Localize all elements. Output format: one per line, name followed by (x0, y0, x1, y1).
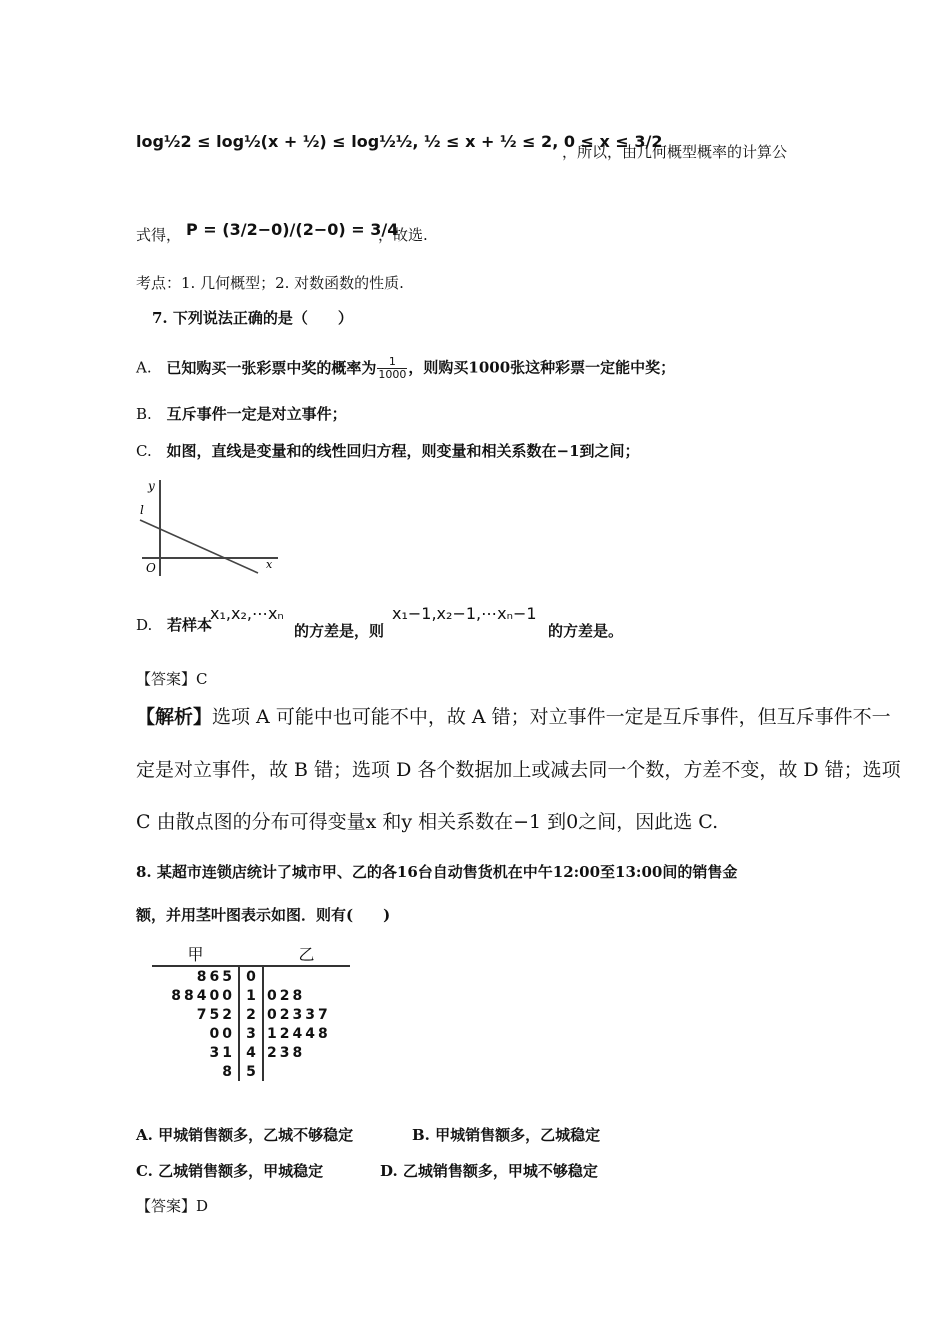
q8-option-b (412, 1124, 600, 1145)
sample-1: x₁,x₂,⋯xₙ (210, 604, 284, 623)
q7-stem: 7. 下列说法正确的是（ ） (152, 309, 353, 327)
q7-analysis-line2: 定是对立事件，故 B 错；选项 D 各个数据加上或减去同一个数，方差不变，故 D 错；选项 (136, 759, 901, 781)
option-label: D. (136, 616, 153, 634)
q8-option-a (136, 1124, 353, 1145)
leaf-yi (263, 1062, 350, 1081)
option-d-text-c: 的方差是。 (548, 622, 624, 640)
stem-value: 5 (239, 1062, 263, 1081)
leaf-yi: 12448 (267, 1025, 331, 1042)
option-a-text-b: ，则购买1000张这种彩票一定能中奖； (408, 358, 676, 377)
header-jia: 甲 (152, 942, 239, 966)
option-c-text: 如图，直线是变量和的线性回归方程，则变量和相关系数在−1到之间； (166, 442, 640, 460)
q8-option-d (380, 1160, 598, 1181)
analysis-heading: 【解析】 (136, 706, 213, 728)
stem-value: 0 (239, 966, 263, 986)
option-c-text: C. 乙城销售额多，甲城稳定 (136, 1162, 324, 1180)
option-d-text-a: 若样本 (167, 616, 213, 634)
q7-option-b (136, 403, 347, 424)
option-a-text: A. 甲城销售额多，乙城不够稳定 (136, 1126, 354, 1144)
q7-option-a (136, 356, 675, 381)
stem-leaf-header (152, 942, 350, 966)
stem-leaf-row (152, 1005, 350, 1024)
leaf-yi: 238 (267, 1044, 306, 1061)
stem-leaf-row (152, 1062, 350, 1081)
option-d-text: D. 乙城销售额多，甲城不够稳定 (380, 1162, 598, 1180)
leaf-yi: 02337 (267, 1006, 331, 1023)
option-d-text-b: 的方差是，则 (294, 622, 385, 640)
axis-label-x: x (266, 558, 273, 571)
stem-leaf-plot (152, 942, 350, 1081)
header-yi: 乙 (263, 942, 350, 966)
option-label: C. (136, 442, 152, 460)
q8-stem-line1: 8. 某超市连锁店统计了城市甲、乙的各16台自动售货机在中午12:00至13:00间的销售金 (136, 863, 738, 881)
q7-analysis-line3: C 由散点图的分布可得变量x 和y 相关系数在−1 到0之间，因此选 C. (136, 811, 719, 833)
leaf-jia: 8 (222, 1063, 235, 1080)
sample-2: x₁−1,x₂−1,⋯xₙ−1 (392, 604, 537, 623)
kaodian-note: 考点：1. 几何概型；2. 对数函数的性质. (136, 274, 404, 292)
stem-value: 1 (239, 986, 263, 1005)
stem-value: 3 (239, 1024, 263, 1043)
axis-label-y: y (148, 479, 155, 493)
solution-line2-text-a: 式得， (136, 226, 182, 244)
q7-option-d (136, 614, 212, 635)
leaf-yi: 028 (267, 987, 306, 1004)
stem-value: 4 (239, 1043, 263, 1062)
origin-label: O (146, 561, 156, 575)
regression-line-figure (132, 472, 282, 582)
leaf-yi (263, 966, 350, 986)
stem-value: 2 (239, 1005, 263, 1024)
stem-leaf-row (152, 966, 350, 986)
option-label: A. (136, 358, 152, 377)
probability-fraction (377, 356, 407, 381)
leaf-jia: 865 (196, 968, 235, 985)
stem-leaf-row (152, 1024, 350, 1043)
q7-option-c (136, 440, 640, 461)
q8-stem-line2: 额，并用茎叶图表示如图．则有( ) (136, 906, 391, 924)
leaf-jia: 31 (209, 1044, 235, 1061)
leaf-jia: 00 (209, 1025, 235, 1042)
option-a-text-a: 已知购买一张彩票中奖的概率为 (166, 358, 377, 377)
leaf-jia: 88400 (171, 987, 235, 1004)
line-label-l: l (140, 503, 144, 517)
q7-analysis-line1 (136, 702, 891, 729)
leaf-jia: 752 (196, 1006, 235, 1023)
option-label: B. (136, 405, 152, 423)
q7-answer: 【答案】C (136, 670, 208, 688)
option-b-text: B. 甲城销售额多，乙城稳定 (412, 1126, 601, 1144)
stem-leaf-row (152, 986, 350, 1005)
analysis-text-1: 选项 A 可能中也可能不中，故 A 错；对立事件一定是互斥事件，但互斥事件不一 (212, 706, 891, 728)
stem-leaf-table (152, 942, 350, 1081)
probability-formula: P = (3/2−0)/(2−0) = 3/4 (186, 220, 399, 239)
q8-answer: 【答案】D (136, 1197, 209, 1215)
fraction-denominator: 1000 (378, 368, 407, 381)
regression-line (140, 520, 258, 573)
solution-line1-text: ，所以，由几何概型概率的计算公 (562, 143, 788, 161)
stem-leaf-row (152, 1043, 350, 1062)
fraction-numerator: 1 (377, 356, 407, 369)
inequality-chain: log½2 ≤ log½(x + ½) ≤ log½½, ½ ≤ x + ½ ≤ 2, 0 ≤ x ≤ 3/2 (136, 132, 663, 151)
solution-line2-text-b: ，故选. (378, 226, 428, 244)
option-b-text: 互斥事件一定是对立事件； (166, 405, 347, 423)
q8-option-c (136, 1160, 323, 1181)
